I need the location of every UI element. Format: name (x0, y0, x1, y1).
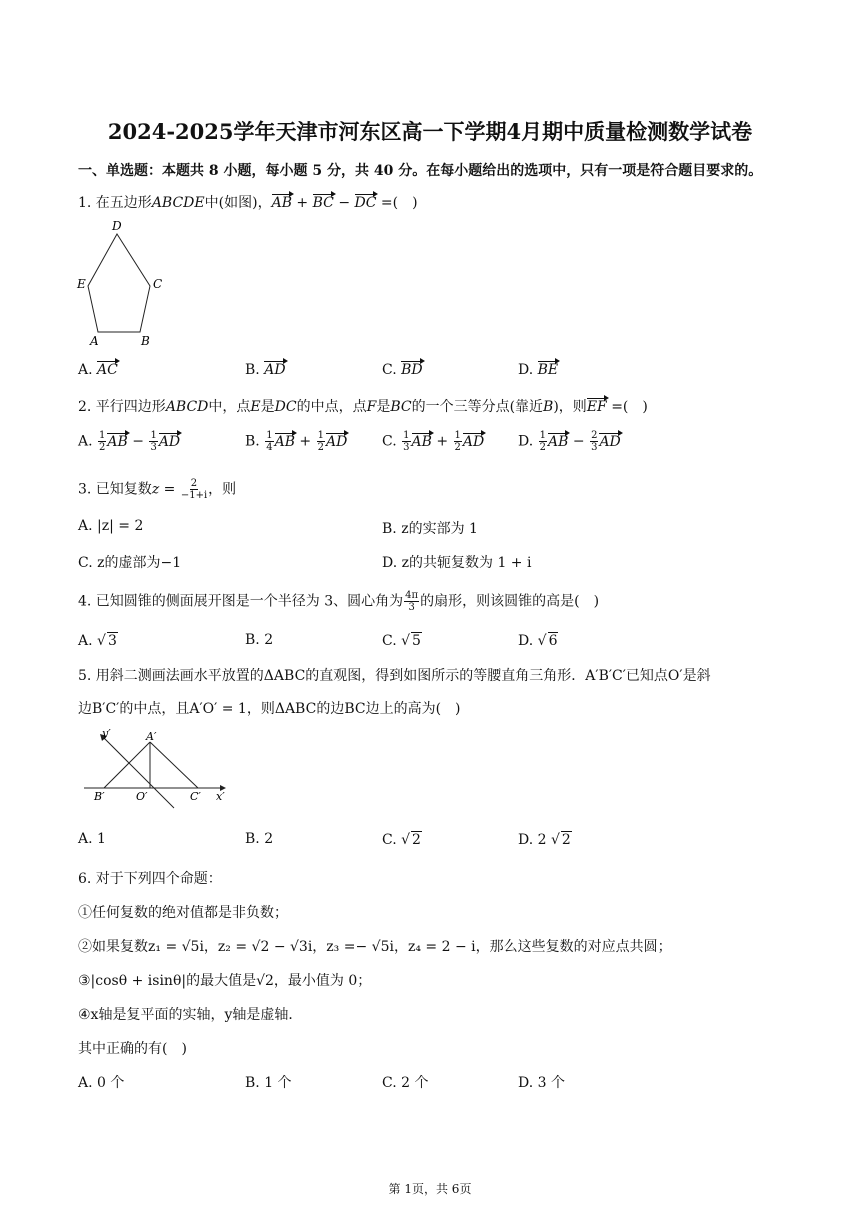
vec-AB: AB (271, 195, 292, 211)
q2-option-a: A. $\frac{1}{2}$ AB − $\frac{1}{3}$ AD (78, 430, 181, 453)
q5-option-d: D. 2 √ 2 (518, 832, 571, 848)
q4-option-c: C. √ 5 (382, 633, 421, 649)
q1-option-b: B. AD (245, 362, 286, 378)
label-B-prime: B′ (94, 790, 105, 803)
label-y-prime: y′ (102, 727, 111, 740)
q2-option-d: D. $\frac{1}{2}$ AB − $\frac{2}{3}$ AD (518, 430, 621, 453)
label-A: A (90, 334, 99, 348)
question-1-stem: 1. 在五边形ABCDE中(如图)，AB + BC − DC =( ) (78, 195, 418, 211)
q3-option-d: D. z的共轭复数为 1 + i (382, 555, 532, 571)
q1-text: 中(如图)， (204, 195, 272, 211)
q4-option-b: B. 2 (245, 632, 274, 648)
q1-math: ABCDE (151, 195, 205, 211)
page-title: 2024-2025学年天津市河东区高一下学期4月期中质量检测数学试卷 (107, 119, 753, 144)
q5-option-b: B. 2 (245, 831, 274, 847)
vec-DC: DC (354, 195, 377, 211)
question-6-stem: 6. 对于下列四个命题： (78, 871, 222, 887)
q2-option-c: C. $\frac{1}{3}$ AB + $\frac{1}{2}$ AD (382, 430, 485, 453)
section-heading: 一、单选题：本题共 8 小题，每小题 5 分，共 40 分。在每小题给出的选项中，只有一项是符合题目要求的。 (78, 163, 763, 179)
label-C-prime: C′ (190, 790, 201, 803)
q1-text: =( ) (376, 195, 418, 211)
page-footer: 第 1页，共 6页 (388, 1182, 472, 1196)
label-A-prime: A′ (146, 730, 157, 743)
question-2-stem: 2. 平行四边形ABCD中，点E是DC的中点，点F是BC的一个三等分点(靠近B)，则EF =( ) (78, 399, 648, 415)
question-3-stem: 3. 已知复数z = $\frac{2}{-1+i}$ ，则 (78, 478, 237, 501)
q1-option-c: C. BD (382, 362, 423, 378)
label-B: B (141, 334, 150, 348)
q6-option-d: D. 3 个 (518, 1075, 565, 1091)
q6-proposition-3: ③|cosθ + isinθ|的最大值是√2，最小值为 0； (78, 973, 372, 989)
question-5-line1: 5. 用斜二测画法画水平放置的ΔABC的直观图，得到如图所示的等腰直角三角形．A′B′C′已知点O′是斜 (78, 668, 711, 684)
label-E: E (77, 277, 86, 291)
oblique-triangle-figure (74, 726, 244, 812)
q6-ask: 其中正确的有( ) (78, 1041, 187, 1057)
vec-BC: BC (312, 195, 334, 211)
q3-option-b: B. z的实部为 1 (382, 521, 478, 537)
q6-proposition-2: ②如果复数z₁ = √5i，z₂ = √2 − √3i，z₃ =− √5i，z₄ = 2 − i，那么这些复数的对应点共圆； (78, 939, 672, 955)
q6-option-b: B. 1 个 (245, 1075, 292, 1091)
q6-option-a: A. 0 个 (78, 1075, 125, 1091)
q5-option-c: C. √ 2 (382, 832, 421, 848)
q3-option-c: C. z的虚部为−1 (78, 555, 182, 571)
label-C: C (153, 277, 163, 291)
q4-option-a: A. √ 3 (78, 633, 117, 649)
label-D: D (112, 219, 122, 233)
q2-option-b: B. $\frac{1}{4}$ AB + $\frac{1}{2}$ AD (245, 430, 348, 453)
q6-proposition-4: ④x轴是复平面的实轴，y轴是虚轴． (78, 1007, 303, 1023)
label-x-prime: x′ (216, 790, 225, 803)
question-5-line2: 边B′C′的中点，且A′O′ = 1，则ΔABC的边BC边上的高为( ) (78, 701, 461, 717)
q1-option-a: A. AC (78, 362, 118, 378)
q6-proposition-1: ①任何复数的绝对值都是非负数； (78, 905, 288, 921)
q1-option-d: D. BE (518, 362, 559, 378)
question-4-stem: 4. 已知圆锥的侧面展开图是一个半径为 3、圆心角为 $\frac{4\pi}{3}$ 的扇形，则该圆锥的高是( ) (78, 590, 600, 613)
pentagon-figure (74, 218, 174, 350)
q5-option-a: A. 1 (78, 831, 106, 847)
q4-option-d: D. √ 6 (518, 633, 558, 649)
q1-text: 1. 在五边形 (78, 195, 152, 211)
q6-option-c: C. 2 个 (382, 1075, 429, 1091)
q3-option-a: A. |z| = 2 (78, 518, 144, 534)
label-O-prime: O′ (136, 790, 148, 803)
